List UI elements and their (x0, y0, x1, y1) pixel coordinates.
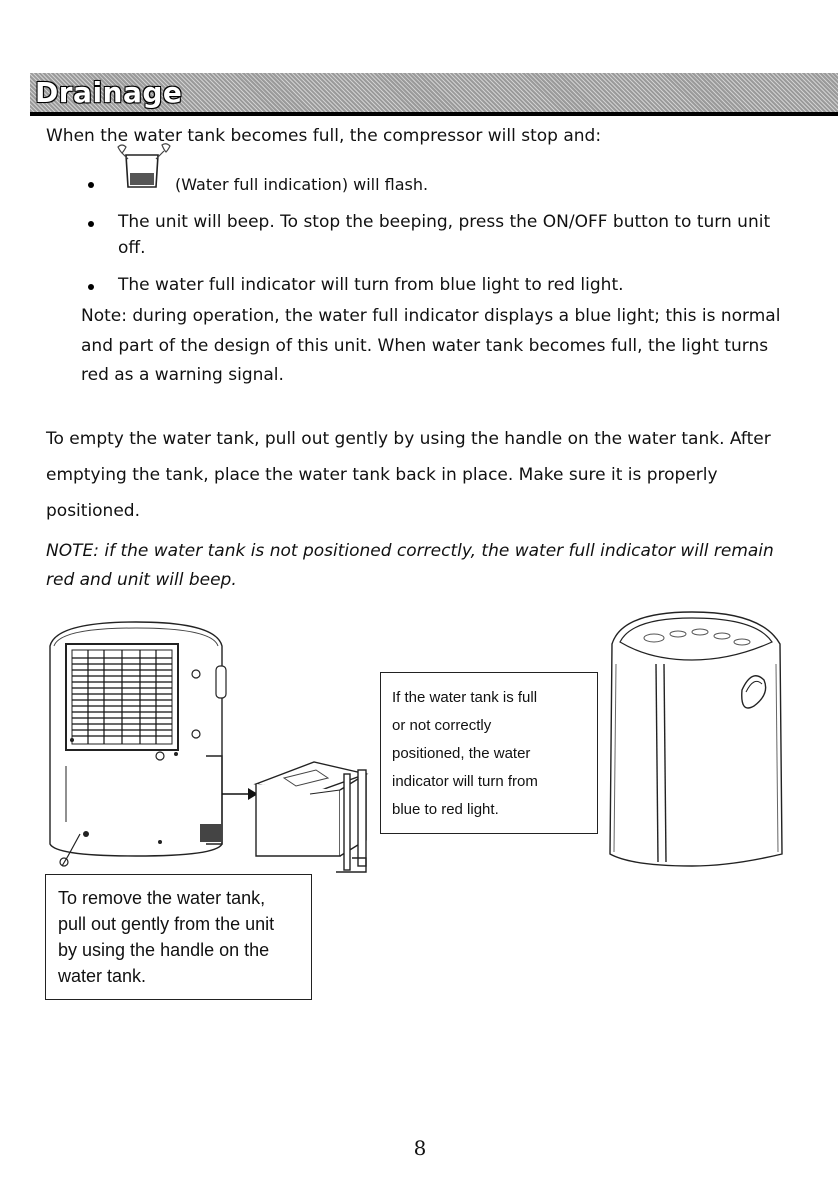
note-line: red as a warning signal. (81, 365, 284, 385)
dehumidifier-front-illustration (592, 604, 788, 872)
callout-remove (45, 874, 312, 1000)
callout-indicator-line: or not correctly (392, 717, 492, 734)
bullet-text-beep-line1: The unit will beep. To stop the beeping, press the ON/OFF button to turn unit (118, 212, 771, 232)
callout-remove-line: To remove the water tank, (58, 888, 266, 908)
callout-indicator-line: If the water tank is full (392, 689, 538, 706)
callout-indicator-line: indicator will turn from (392, 773, 538, 790)
section-title: Drainage (35, 76, 183, 109)
bullet-dot (88, 284, 94, 290)
callout-indicator-line: blue to red light. (392, 801, 499, 818)
italic-note-line: NOTE: if the water tank is not positioned correctly, the water full indicator will remain (46, 541, 774, 561)
callout-remove-line: pull out gently from the unit (58, 914, 275, 934)
callout-remove-line: water tank. (58, 966, 147, 986)
page-number: 8 (413, 1136, 427, 1160)
bullet-text-red-light: The water full indicator will turn from blue light to red light. (118, 275, 624, 295)
callout-indicator-line: positioned, the water (392, 745, 531, 762)
section-header-rule (30, 112, 838, 116)
callout-indicator (380, 672, 598, 834)
water-tank-full-icon (112, 143, 172, 193)
bullet-text-beep-line2: off. (118, 238, 146, 258)
bullet-text-water-full: (Water full indication) will flash. (175, 175, 429, 194)
arrow-right-icon (222, 787, 258, 801)
water-tank-illustration (254, 760, 372, 874)
dehumidifier-back-illustration (36, 616, 236, 872)
note-line: and part of the design of this unit. When water tank becomes full, the light turns (81, 336, 769, 356)
italic-note-line: red and unit will beep. (46, 570, 237, 590)
empty-instructions-line: To empty the water tank, pull out gently by using the handle on the water tank. After (46, 429, 771, 449)
intro-text: When the water tank becomes full, the compressor will stop and: (46, 126, 602, 146)
callout-remove-line: by using the handle on the (58, 940, 270, 960)
empty-instructions-line: positioned. (46, 501, 140, 521)
note-line: Note: during operation, the water full indicator displays a blue light; this is normal (81, 306, 781, 326)
bullet-dot (88, 221, 94, 227)
bullet-dot (88, 182, 94, 188)
empty-instructions-line: emptying the tank, place the water tank back in place. Make sure it is properly (46, 465, 718, 485)
